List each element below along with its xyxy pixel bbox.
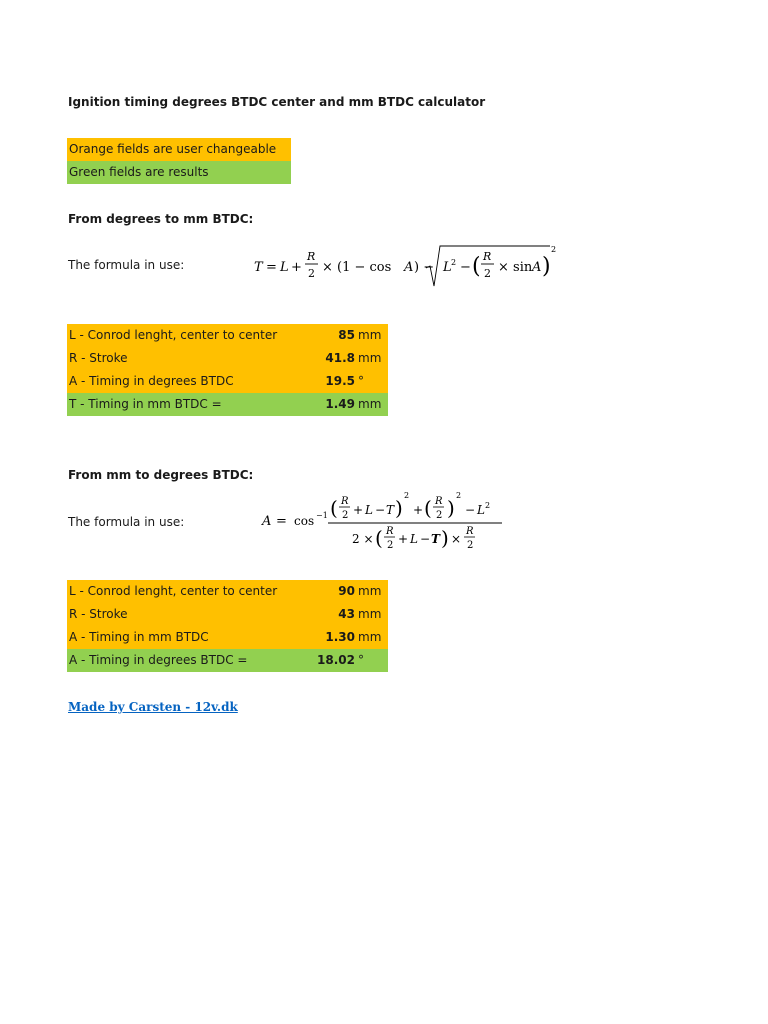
row-unit: mm [358, 397, 382, 411]
svg-text:A: A [532, 260, 542, 275]
svg-text:−1: −1 [316, 511, 328, 520]
result-value: 18.02 [317, 653, 355, 667]
svg-text:T: T [254, 260, 263, 275]
row-label: L - Conrod lenght, center to center [69, 328, 278, 342]
svg-text:2: 2 [551, 245, 557, 254]
table-degrees-to-mm [67, 324, 388, 416]
table-row[interactable] [67, 347, 388, 370]
row-label: A - Timing in mm BTDC [69, 630, 209, 644]
svg-text:2: 2 [342, 510, 349, 521]
svg-text:−: − [460, 260, 471, 275]
svg-text:): ) [542, 254, 551, 279]
table-row[interactable] [67, 626, 388, 649]
row-unit: ° [358, 374, 364, 388]
row-value[interactable]: 85 [338, 328, 355, 342]
svg-text:× sin: × sin [498, 260, 533, 275]
section1-heading: From degrees to mm BTDC: [68, 212, 254, 226]
result-row [67, 649, 388, 672]
svg-text:+: + [413, 503, 424, 517]
result-row [67, 393, 388, 416]
svg-text:=: = [276, 514, 287, 529]
row-value[interactable]: 90 [338, 584, 355, 598]
legend [67, 138, 291, 184]
row-unit: mm [358, 584, 382, 598]
svg-text:L: L [477, 503, 485, 517]
svg-text:A: A [262, 514, 272, 529]
svg-text:R: R [307, 250, 316, 263]
svg-text:(: ( [424, 496, 432, 520]
row-value[interactable]: 43 [338, 607, 355, 621]
row-value[interactable]: 19.5 [325, 374, 355, 388]
svg-text:−: − [420, 532, 431, 546]
row-label: T - Timing in mm BTDC = [69, 397, 222, 411]
svg-text:L: L [443, 260, 452, 275]
svg-text:): ) [395, 496, 403, 520]
table-row[interactable] [67, 324, 388, 347]
svg-text:2: 2 [451, 258, 457, 267]
row-unit: mm [358, 630, 382, 644]
row-label: A - Timing in degrees BTDC = [69, 653, 248, 667]
svg-text:R: R [466, 526, 474, 537]
svg-text:R: R [341, 496, 349, 507]
svg-text:) −: ) − [414, 260, 435, 275]
svg-text:R: R [435, 496, 443, 507]
svg-text:L: L [365, 503, 373, 517]
svg-text:2: 2 [387, 540, 394, 551]
section1-formula-label: The formula in use: [68, 258, 185, 272]
table-mm-to-degrees [67, 580, 388, 672]
result-value: 1.49 [325, 397, 355, 411]
svg-text:−: − [375, 503, 386, 517]
svg-text:(: ( [472, 254, 481, 279]
svg-text:2: 2 [456, 491, 462, 500]
svg-text:(: ( [375, 526, 383, 550]
svg-text:R: R [483, 250, 492, 263]
svg-text:2: 2 [467, 540, 474, 551]
section2-heading: From mm to degrees BTDC: [68, 468, 254, 482]
formula-mm-to-degrees [258, 488, 508, 556]
row-unit: mm [358, 328, 382, 342]
row-value[interactable]: 1.30 [325, 630, 355, 644]
table-row[interactable] [67, 370, 388, 393]
table-row[interactable] [67, 603, 388, 626]
svg-text:L: L [280, 260, 289, 275]
svg-text:(: ( [330, 496, 338, 520]
row-label: R - Stroke [69, 351, 128, 365]
svg-text:+: + [398, 532, 409, 546]
svg-text:2: 2 [404, 491, 410, 500]
svg-text:2: 2 [484, 267, 491, 280]
formula-degrees-to-mm [250, 238, 560, 292]
legend-green: Green fields are results [67, 161, 291, 184]
section2-formula-label: The formula in use: [68, 515, 185, 529]
svg-text:A: A [404, 260, 414, 275]
svg-text:R: R [386, 526, 394, 537]
row-unit: mm [358, 351, 382, 365]
svg-text:× (1 − cos: × (1 − cos [322, 260, 392, 275]
legend-orange: Orange fields are user changeable [67, 138, 291, 161]
row-label: A - Timing in degrees BTDC [69, 374, 234, 388]
row-unit: ° [358, 653, 364, 667]
svg-text:+: + [353, 503, 364, 517]
table-row[interactable] [67, 580, 388, 603]
svg-text:+: + [291, 260, 302, 275]
svg-text:×: × [451, 532, 462, 546]
row-label: R - Stroke [69, 607, 128, 621]
svg-text:−: − [465, 503, 476, 517]
row-unit: mm [358, 607, 382, 621]
svg-text:): ) [447, 496, 455, 520]
svg-text:2: 2 [308, 267, 315, 280]
svg-text:): ) [441, 526, 449, 550]
row-value[interactable]: 41.8 [325, 351, 355, 365]
author-link[interactable]: Made by Carsten - 12v.dk [68, 700, 238, 714]
svg-text:2: 2 [436, 510, 443, 521]
svg-text:2 ×: 2 × [352, 532, 374, 546]
svg-text:2: 2 [485, 501, 491, 510]
svg-text:T: T [386, 503, 395, 517]
page-title: Ignition timing degrees BTDC center and mm BTDC calculator [68, 95, 486, 109]
svg-text:=: = [266, 260, 277, 275]
svg-text:cos: cos [294, 514, 315, 528]
svg-text:L: L [410, 532, 418, 546]
svg-text:T: T [431, 532, 440, 546]
row-label: L - Conrod lenght, center to center [69, 584, 278, 598]
